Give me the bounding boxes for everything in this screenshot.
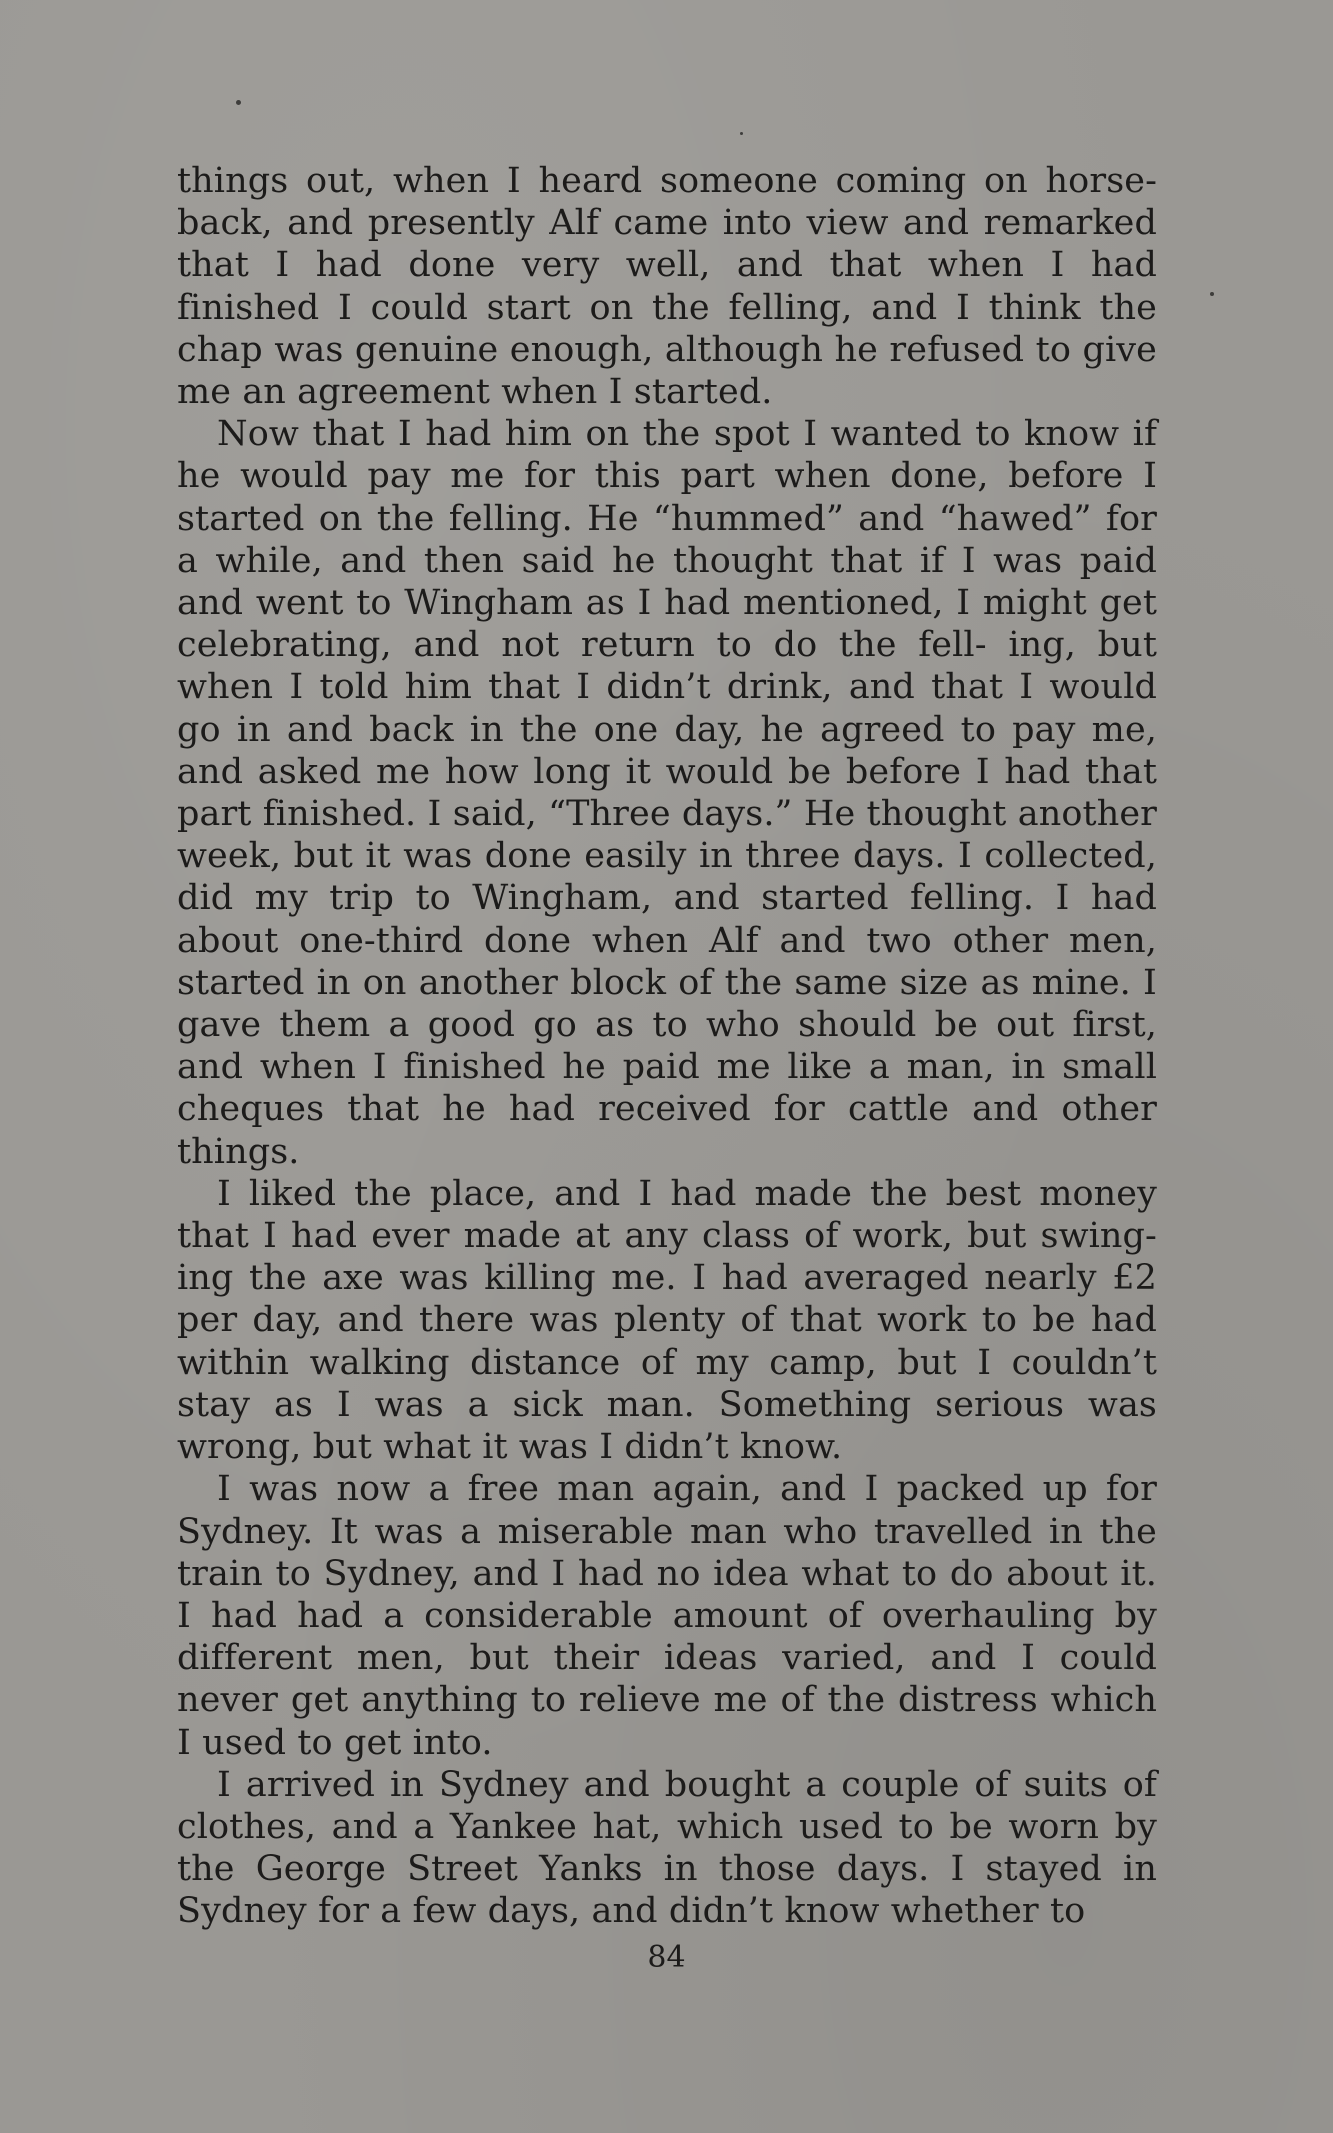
paragraph-3: I liked the place, and I had made the best money that I had ever made at any class of work, but swing- ing the axe was killing me. I had averaged nearly £2 per day, and there was plenty of that work to be had within walking distance of my camp, but I couldn’t stay as I was a sick man. Something serious was wrong, but what it was I didn’t know. (177, 1173, 1157, 1468)
paper-speck (236, 100, 241, 105)
body-text (177, 160, 1157, 1933)
paragraph-2: Now that I had him on the spot I wanted to know if he would pay me for this part when done, before I started on the felling. He “hummed” and “hawed” for a while, and then said he thought that if I was paid and went to Wingham as I had mentioned, I might get celebrating, and not return to do the fell- ing, but when I told him that I didn’t drink, and that I would go in and back in the one day, he agreed to pay me, and asked me how long it would be before I had that part finished. I said, “Three days.” He thought another week, but it was done easily in three days. I collected, did my trip to Wingham, and started felling. I had about one-third done when Alf and two other men, started in on another block of the same size as mine. I gave them a good go as to who should be out first, and when I finished he paid me like a man, in small cheques that he had received for cattle and other things. (177, 414, 1157, 1172)
paragraph-1: things out, when I heard someone coming on horse- back, and presently Alf came into view and remarked that I had done very well, and that when I had finished I could start on the felling, and I think the chap was genuine enough, although he refused to give me an agreement when I started. (177, 161, 1157, 413)
paragraph-5: I arrived in Sydney and bought a couple of suits of clothes, and a Yankee hat, which used to be worn by the George Street Yanks in those days. I stayed in Sydney for a few days, and didn’t know whether to (177, 1764, 1157, 1932)
paper-speck (740, 132, 743, 135)
paragraph-4: I was now a free man again, and I packed up for Sydney. It was a miserable man who travelled in the train to Sydney, and I had no idea what to do about it. I had had a considerable amount of overhauling by different men, but their ideas varied, and I could never get anything to relieve me of the distress which I used to get into. (177, 1469, 1157, 1763)
paper-speck (1210, 292, 1214, 296)
page-number: 84 (647, 1940, 686, 1975)
